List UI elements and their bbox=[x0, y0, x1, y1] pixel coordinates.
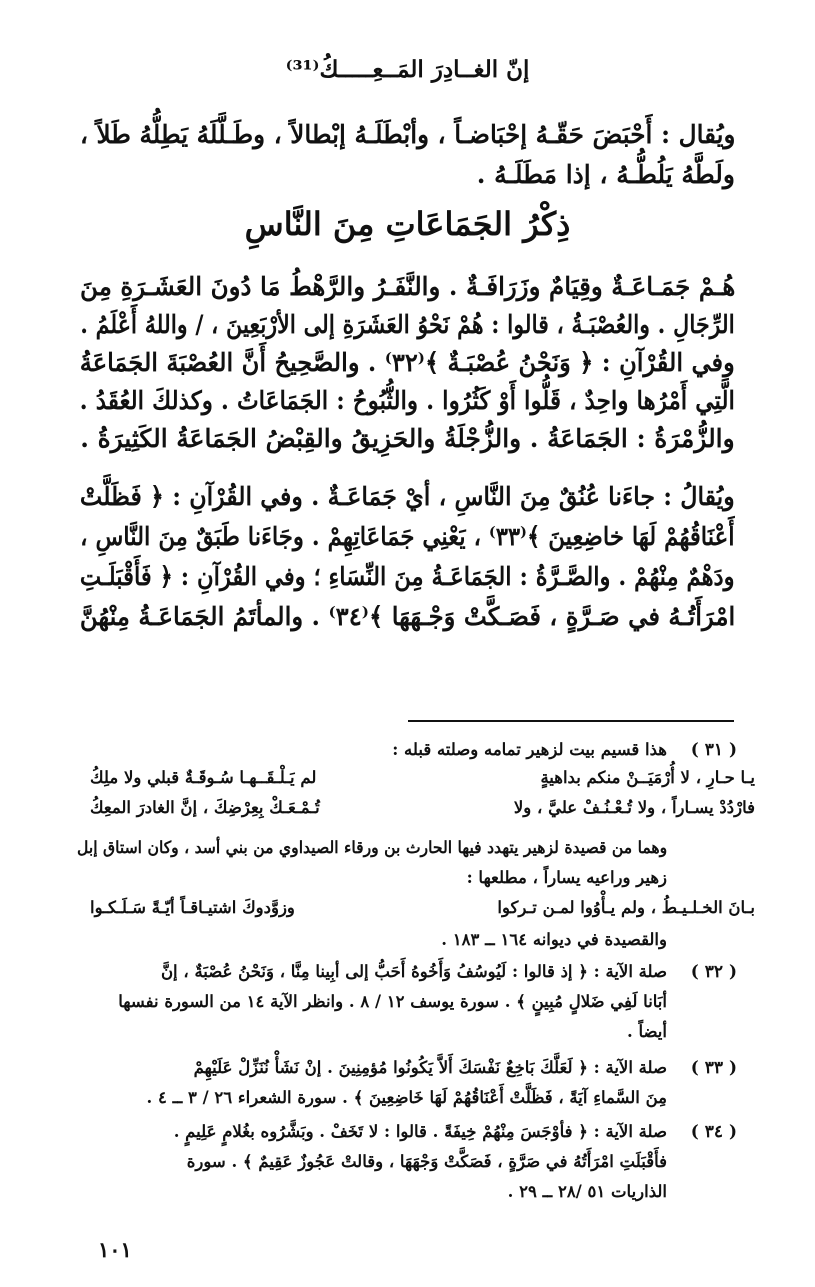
paragraph-line: الَّتِي أَمْرُها واحِدٌ ، قَلُّوا أَوْ كَثُرُوا . والثُّبُوحُ : الجَمَاعَاتُ . وكذلكَ العُقَدُ . bbox=[79, 386, 735, 415]
footnote-line: صلة الآية : ﴿ إذ قالوا : لَيُوسُفُ وَأَخُوهُ أَحَبُّ إلى أبِينا مِنَّا ، وَنَحْنُ عُصْبَةٌ ، إنَّ bbox=[160, 962, 667, 981]
paragraph-line: والزُّمْرَةُ : الجَمَاعَةُ . والزُّجْلَةُ والحَزِيقُ والقِبْضُ الجَمَاعَةُ الكَثِيرَةُ . bbox=[80, 424, 735, 453]
paragraph-line: امْرَأَتُـهُ في صَـرَّةٍ ، فَصَـكَّتْ وَجْـهَهَا ﴾⁽٣٤⁾ . والمأتَمُ الجَمَاعَـةُ مِنْهُنَّ bbox=[79, 602, 735, 631]
paragraph-line: الرِّجَالِ . والعُصْبَـةُ ، قالوا : هُمْ نَحْوُ العَشَرَةِ إلى الأرْبَعِينَ ، / واللهُ أَعْلَمُ . bbox=[80, 310, 735, 339]
verse-hemistich: فارْدُدْ يسـاراً ، ولا تُـعْـنُـفْ عليَّ ، ولا bbox=[513, 798, 755, 817]
paragraph-line: ويُقالُ : جاءَنا عُنُقٌ مِنَ النَّاسِ ، أيْ جَمَاعَـةٌ . وفي القُرْآنِ : ﴿ فَظَلَّتْ bbox=[80, 482, 735, 511]
footnote-line: فأَقْبَلَتِ امْرَأَتُهُ في صَرَّةٍ ، فَصَكَّتْ وَجْهَهَا ، وقالتْ عَجُوزٌ عَقِيمٌ ﴾ . سورة bbox=[186, 1152, 667, 1171]
verse-hemistich: لم يَـلْـقَــهـا سُـوقَـةٌ قبلي ولا ملِكُ bbox=[90, 768, 317, 787]
footnote-line: صلة الآية : ﴿ فأوْجَسَ مِنْهُمْ خِيفَةً . قالوا : لا تَخَفْ . وبَشَّرُوه بغُلامٍ عَلِيمٍ . bbox=[173, 1122, 667, 1141]
verse-hemistich: وزوَّدوكَ اشتيـاقـاً أيّـةً سَـلَـكـوا bbox=[90, 898, 295, 917]
verse-hemistich: بـانَ الخـلـيـطُ ، ولم يـأْوُوا لمـن تـركوا bbox=[497, 898, 755, 917]
footnote-mark: ( ٣١ ) bbox=[690, 740, 737, 760]
footnote-line: زهير وراعيه يساراً ، مطلعها : bbox=[466, 868, 667, 887]
footnote-line: أيضاً . bbox=[626, 1022, 667, 1041]
footnote-line: هذا قسيم بيت لزهير تمامه وصلته قبله : bbox=[392, 740, 667, 759]
page-number: ١٠١ bbox=[98, 1237, 132, 1262]
footnote-mark: ( ٣٤ ) bbox=[690, 1122, 737, 1142]
paragraph-line: وفي القُرْآنِ : ﴿ وَنَحْنُ عُصْبَـةٌ ﴾⁽٣٢⁾ . والصَّحِيحُ أَنَّ العُصْبَةَ الجَمَاعَةُ bbox=[80, 348, 735, 377]
footnote-line: مِنَ السَّماءِ آيَةً ، فَظَلَّتْ أَعْنَاقُهُمْ لَهَا خَاضِعِينَ ﴾ . سورة الشعراء ٢٦ / ٣ ــ ٤ . bbox=[146, 1088, 667, 1107]
footnote-line: أبَانا لَفِي ضَلالٍ مُبِينٍ ﴾ . سورة يوسف ١٢ / ٨ . وانظر الآية ١٤ من السورة نفسها bbox=[118, 992, 667, 1011]
paragraph-line: أَعْنَاقُهُمْ لَهَا خاضِعِينَ ﴾⁽٣٣⁾ ، يَعْنِي جَمَاعَاتِهِمْ . وجَاءَنا طَبَقٌ مِنَ النَّاسِ ، bbox=[80, 522, 735, 551]
footnote-mark: ( ٣٣ ) bbox=[690, 1058, 737, 1078]
footnote-line: وهما من قصيدة لزهير يتهدد فيها الحارث بن ورقاء الصيداوي من بني أسد ، وكان استاق إبل bbox=[76, 838, 667, 857]
footnote-line: الذاريات ٥١ /٢٨ ــ ٢٩ . bbox=[507, 1182, 667, 1201]
footnote-separator bbox=[408, 720, 734, 722]
footnote-line: والقصيدة في ديوانه ١٦٤ ــ ١٨٣ . bbox=[441, 930, 667, 949]
verse-hemistich: تُـمْـعَـكْ بِعِرْضِكَ ، إنَّ الغادرَ المعِكُ bbox=[90, 798, 320, 817]
running-head: إنّ الغــادِرَ المَــعِـــــكُ⁽³¹⁾ bbox=[285, 56, 530, 83]
paragraph-line: هُـمْ جَمَـاعَـةٌ وقِيَامٌ وزَرَافَـةٌ . والنَّفَـرُ والرَّهْطُ مَا دُونَ العَشَـرَةِ مِنَ bbox=[79, 272, 735, 301]
section-heading: ذِكْرُ الجَمَاعَاتِ مِنَ النَّاسِ bbox=[244, 205, 571, 243]
intro-line: ويُقال : أَحْبَضَ حَقّـهُ إحْبَاضـاً ، وأبْطَلَـهُ إبْطالاً ، وطَـلَّلَهُ يَطِلُّهُ طَلاً ، bbox=[79, 120, 735, 149]
footnote-mark: ( ٣٢ ) bbox=[690, 962, 737, 982]
footnote-line: صلة الآية : ﴿ لَعَلَّكَ بَاخِعٌ نَفْسَكَ أَلاَّ يَكُونُوا مُؤمِنِينَ . إنْ نَشَأْ نُنَزِّلْ عَلَيْهِمْ bbox=[193, 1058, 667, 1077]
verse-hemistich: يـا حـارِ ، لا أُرْمَيَــنْ منكم بداهيةٍ bbox=[540, 768, 755, 787]
intro-line: ولَطَّهُ يَلُطُّـهُ ، إذا مَطَلَـهُ . bbox=[476, 160, 735, 189]
paragraph-line: ودَهْمٌ مِنْهُمْ . والصَّـرَّةُ : الجَمَاعَـةُ مِنَ النِّسَاءِ ؛ وفي القُرْآنِ : ﴿ فَأَقْبَلَـتِ bbox=[80, 562, 735, 591]
